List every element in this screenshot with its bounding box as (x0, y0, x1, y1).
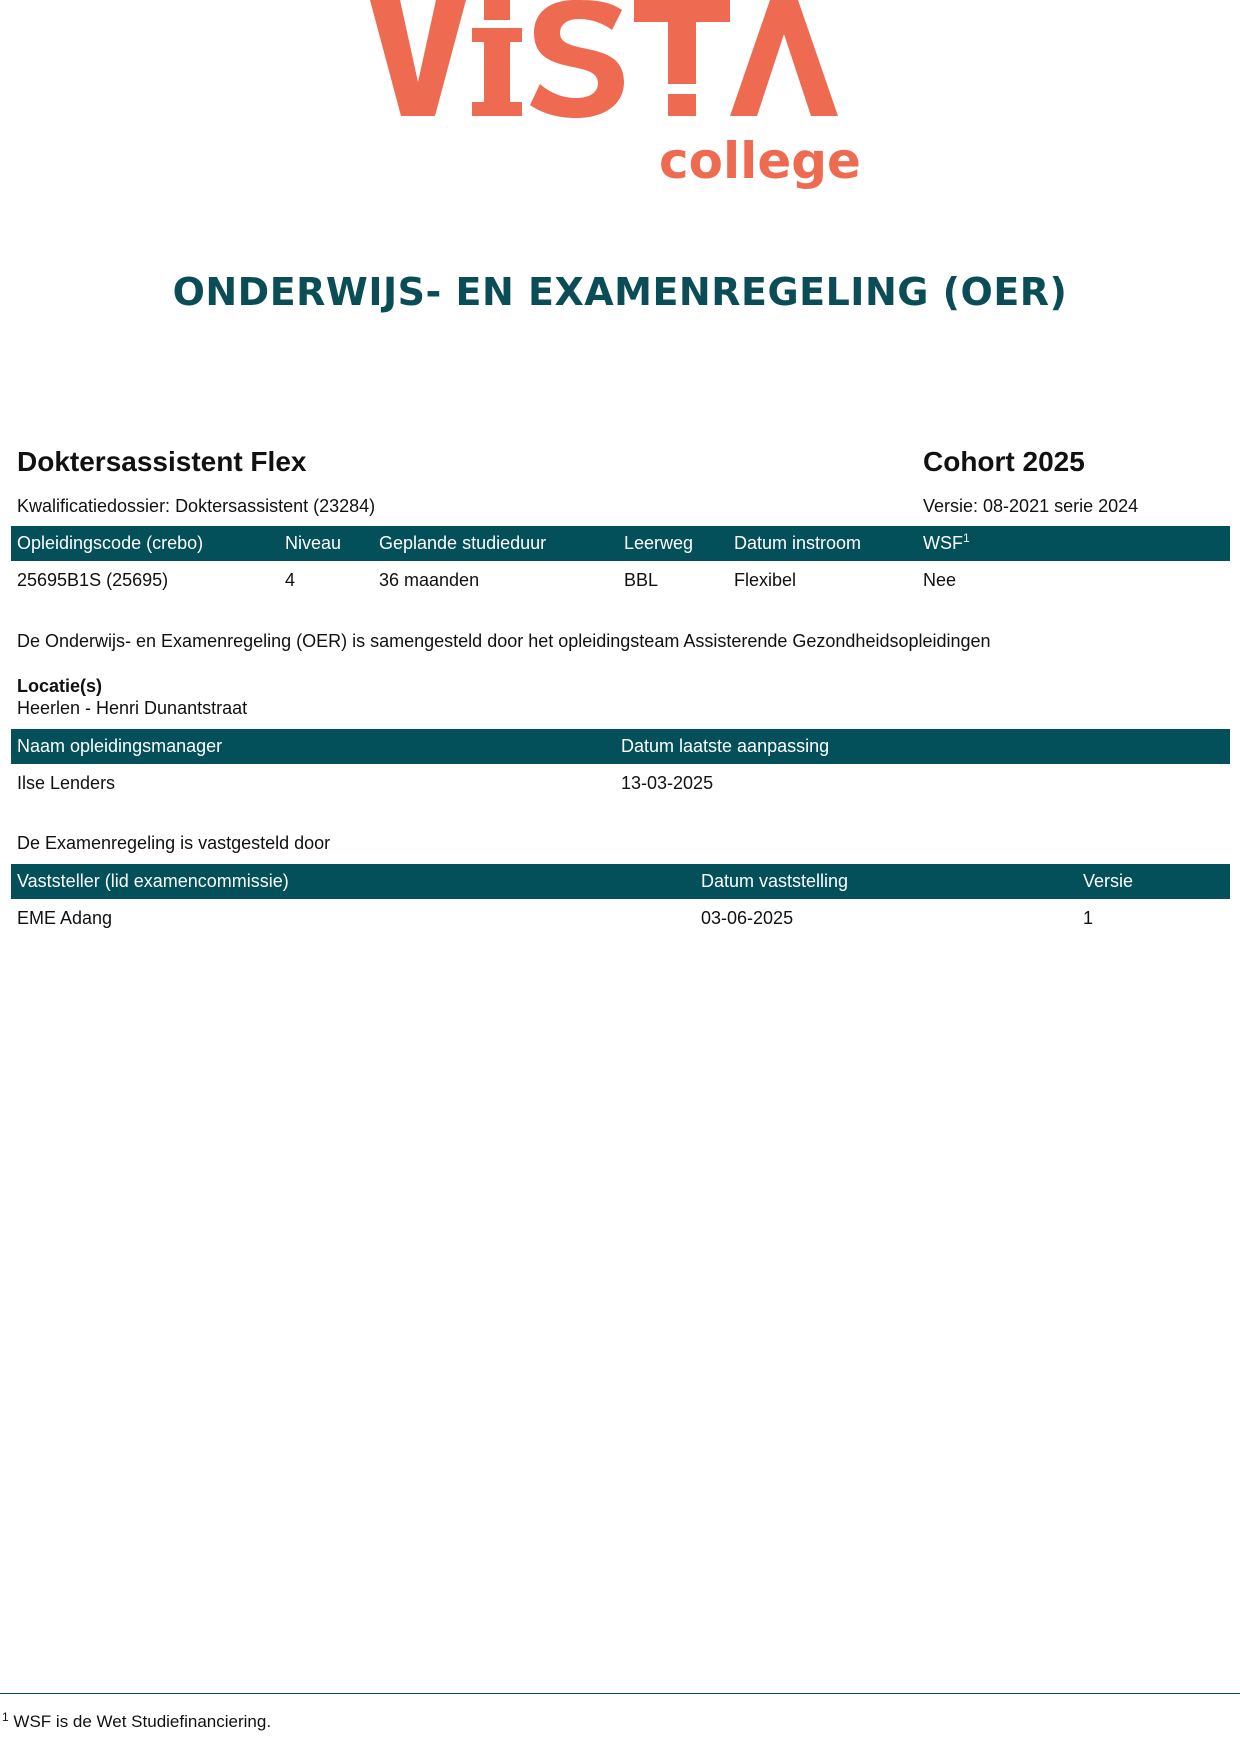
footnote-number: 1 (2, 1710, 9, 1724)
manager-table-header (11, 729, 1230, 764)
header-last-modified: Datum laatste aanpassing (621, 736, 830, 756)
setting-date: 03-06-2025 (701, 908, 794, 928)
cohort-label: Cohort 2025 (923, 446, 1085, 477)
program-code: 25695B1S (25695) (17, 570, 169, 590)
program-path: BBL (624, 570, 659, 590)
locations-label: Locatie(s) (17, 676, 103, 696)
qualification-dossier: Kwalificatiedossier: Doktersassistent (23284) (17, 496, 376, 516)
program-table (11, 526, 1230, 599)
header-level: Niveau (285, 533, 342, 553)
program-wsf: Nee (923, 570, 957, 590)
program-table-header (11, 526, 1230, 561)
header-manager-name: Naam opleidingsmanager (17, 736, 223, 756)
exam-text: De Examenregeling is vastgesteld door (17, 833, 331, 853)
program-level: 4 (285, 570, 296, 590)
header-intake: Datum instroom (734, 533, 862, 553)
header-setting-date: Datum vaststelling (701, 871, 849, 891)
table-row (11, 899, 1230, 937)
exam-table-header (11, 864, 1230, 899)
last-modified-date: 13-03-2025 (621, 773, 714, 793)
program-name: Doktersassistent Flex (17, 446, 307, 477)
composition-text: De Onderwijs- en Examenregeling (OER) is samengesteld door het opleidingsteam Assisterende Gezondheidsopleidingen (17, 631, 991, 651)
header-duration: Geplande studieduur (379, 533, 547, 553)
footnote-text: WSF is de Wet Studiefinanciering. (13, 1712, 272, 1731)
manager-table (11, 729, 1230, 802)
footnote (2, 1712, 271, 1732)
document-title: ONDERWIJS- EN EXAMENREGELING (OER) (172, 270, 1068, 314)
header-version: Versie (1083, 871, 1134, 891)
header-wsf (923, 526, 970, 561)
exam-version: 1 (1083, 908, 1094, 928)
version-label: Versie: 08-2021 serie 2024 (923, 496, 1139, 516)
header-setter: Vaststeller (lid examencommissie) (17, 871, 289, 891)
footnote-ref: 1 (963, 531, 970, 545)
table-row (11, 561, 1230, 599)
manager-name: Ilse Lenders (17, 773, 116, 793)
header-wsf-label: WSF (923, 533, 963, 553)
program-duration: 36 maanden (379, 570, 480, 590)
table-row (11, 764, 1230, 802)
locations-value: Heerlen - Henri Dunantstraat (17, 698, 248, 718)
exam-table (11, 864, 1230, 937)
logo-subtitle: college (659, 132, 861, 190)
footnote-divider (0, 1693, 1240, 1694)
header-code: Opleidingscode (crebo) (17, 533, 204, 553)
program-intake: Flexibel (734, 570, 797, 590)
setter-name: EME Adang (17, 908, 113, 928)
vista-college-logo (360, 0, 880, 210)
header-path: Leerweg (624, 533, 694, 553)
